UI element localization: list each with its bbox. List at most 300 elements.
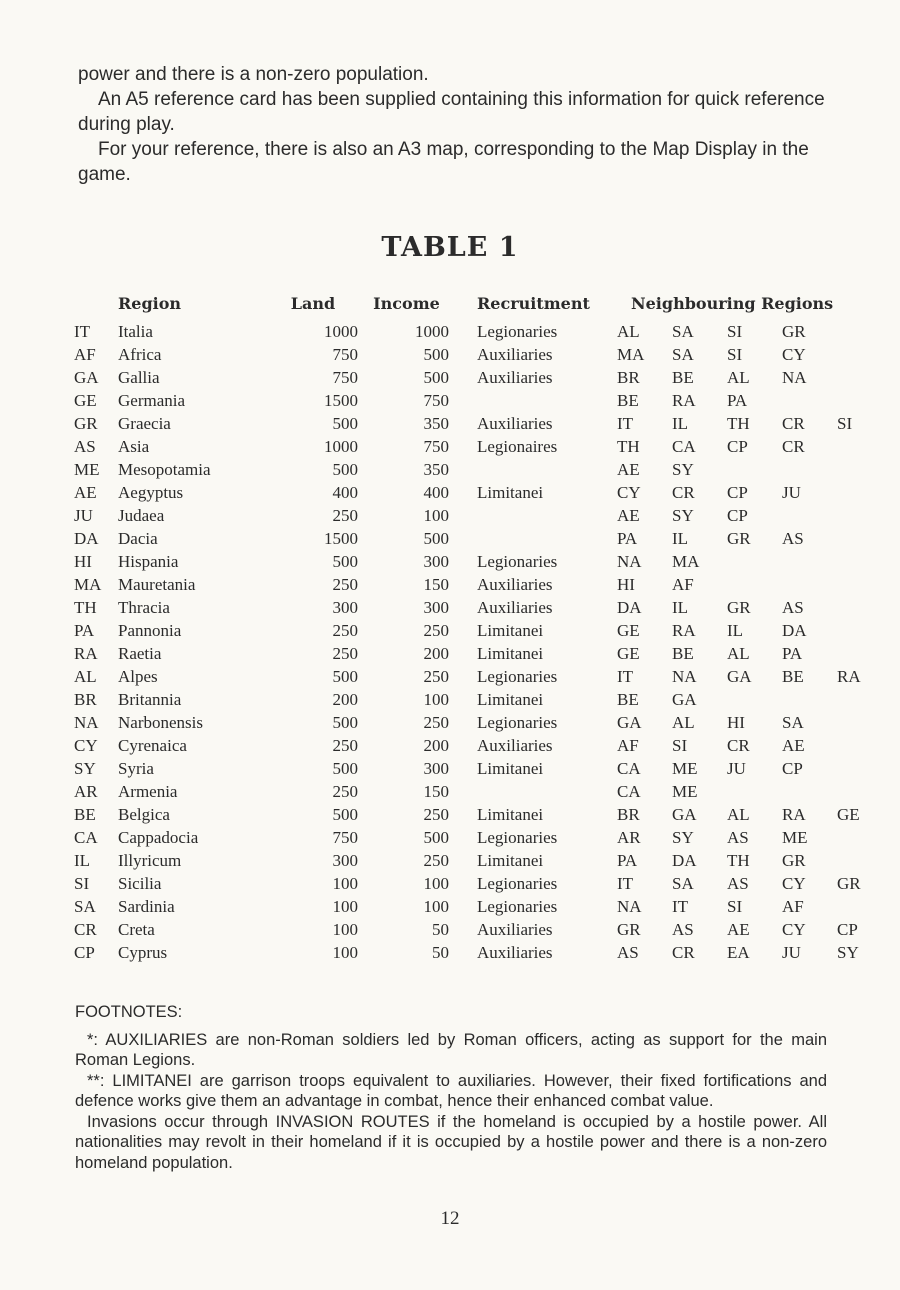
neighbour-region-code [837,320,892,343]
neighbour-region-code: SY [672,459,694,479]
neighbour-region-code: GR [727,597,751,617]
recruitment-type [449,504,617,527]
land-value: 1000 [324,436,358,456]
region-name: Thracia [118,597,170,617]
footnote-limitanei: **: LIMITANEI are garrison troops equivalent to auxiliaries. However, their fixed fortifications and defence works give them an advantage in combat, hence their enhanced combat value. [75,1071,827,1110]
neighbour-region-code: GE [617,643,640,663]
neighbour-region-code: GR [782,321,806,341]
neighbour-region-code: CP [727,482,748,502]
neighbour-region-code [837,504,892,527]
neighbour-region-code: DA [672,850,697,870]
region-code: MA [74,574,102,594]
table-row [74,550,892,573]
neighbour-region-code: GA [727,666,752,686]
recruitment-type: Legionaries [477,321,558,341]
recruitment-type: Limitanei [477,850,544,870]
land-value: 250 [332,735,358,755]
neighbour-region-code: AL [617,321,640,341]
neighbour-region-code: AL [727,367,750,387]
table-row [74,320,892,343]
region-code: DA [74,528,99,548]
region-name: Italia [118,321,153,341]
land-value: 100 [332,919,358,939]
region-code: GA [74,367,99,387]
neighbour-region-code [782,573,837,596]
neighbour-region-code: GE [617,620,640,640]
income-value: 200 [423,735,449,755]
land-value: 250 [332,574,358,594]
neighbour-region-code [727,573,782,596]
region-name: Cyprus [118,942,168,962]
neighbour-region-code: SI [727,344,743,364]
neighbour-region-code: CR [727,735,750,755]
region-code: TH [74,597,97,617]
land-value: 250 [332,620,358,640]
region-name: Hispania [118,551,179,571]
neighbour-region-code: AS [782,528,804,548]
neighbour-region-code: RA [672,620,696,640]
neighbour-region-code [837,596,892,619]
table-body [74,320,892,964]
neighbour-region-code: CP [727,436,748,456]
neighbour-region-code: AL [672,712,695,732]
land-value: 250 [332,643,358,663]
neighbour-region-code: JU [727,758,746,778]
region-code: CY [74,735,98,755]
table-row [74,688,892,711]
intro-paragraph-3: For your reference, there is also an A3 map, corresponding to the Map Display in the game. [78,139,809,185]
neighbour-region-code: IT [617,413,634,433]
land-value: 400 [332,482,358,502]
neighbour-region-code [837,734,892,757]
region-code: SI [74,873,90,893]
region-name: Syria [118,758,154,778]
recruitment-type: Limitanei [477,758,544,778]
recruitment-type [449,458,617,481]
table-title: TABLE 1 [381,232,519,263]
land-value: 500 [332,459,358,479]
region-code: BR [74,689,97,709]
region-name: Germania [118,390,186,410]
neighbour-region-code: AF [672,574,694,594]
table-row [74,504,892,527]
neighbour-region-code: CA [617,758,641,778]
recruitment-type: Limitanei [477,689,544,709]
neighbour-region-code: AE [617,459,640,479]
land-value: 500 [332,551,358,571]
neighbour-region-code: HI [617,574,635,594]
income-value: 100 [423,505,449,525]
footnotes-heading: FOOTNOTES: [75,1003,183,1021]
neighbour-region-code: BR [617,804,640,824]
region-code: ME [74,459,100,479]
recruitment-type: Auxiliaries [477,597,553,617]
neighbour-region-code [837,389,892,412]
table-row [74,527,892,550]
land-value: 200 [332,689,358,709]
neighbour-region-code: CY [782,873,806,893]
land-value: 300 [332,850,358,870]
income-value: 400 [423,482,449,502]
neighbour-region-code [837,435,892,458]
neighbour-region-code: DA [617,597,642,617]
neighbour-region-code: ME [672,781,698,801]
neighbour-region-code [837,527,892,550]
table-row [74,665,892,688]
land-value: 100 [332,896,358,916]
recruitment-type: Auxiliaries [477,942,553,962]
neighbour-region-code [837,343,892,366]
neighbour-region-code: AS [782,597,804,617]
intro-paragraph-2: An A5 reference card has been supplied containing this information for quick reference during play. [78,89,825,135]
neighbour-region-code: JU [782,942,801,962]
neighbour-region-code [837,757,892,780]
neighbour-region-code: NA [617,896,642,916]
neighbour-region-code: AE [617,505,640,525]
neighbour-region-code: AS [672,919,694,939]
table-row [74,619,892,642]
recruitment-type [449,527,617,550]
region-code: GR [74,413,98,433]
region-code: RA [74,643,98,663]
region-name: Illyricum [118,850,182,870]
income-value: 750 [423,436,449,456]
table-row [74,918,892,941]
header-code [74,290,118,320]
neighbour-region-code [837,481,892,504]
neighbour-region-code: CY [617,482,641,502]
neighbour-region-code: ME [672,758,698,778]
neighbour-region-code [727,688,782,711]
neighbour-region-code: BE [617,390,639,410]
region-code: CR [74,919,97,939]
neighbour-region-code [782,458,837,481]
region-code: SY [74,758,96,778]
recruitment-type: Legionaires [477,436,558,456]
table-row [74,596,892,619]
neighbour-region-code: GA [672,689,697,709]
neighbour-region-code: AL [727,804,750,824]
income-value: 50 [432,942,449,962]
land-value: 1500 [324,390,358,410]
recruitment-type: Limitanei [477,804,544,824]
page-number: 12 [440,1208,460,1229]
neighbour-region-code: RA [837,666,861,686]
neighbour-region-code: BE [617,689,639,709]
region-code: AS [74,436,96,456]
region-name: Britannia [118,689,182,709]
neighbour-region-code [837,550,892,573]
recruitment-type: Legionaries [477,666,558,686]
neighbour-region-code: BE [672,367,694,387]
recruitment-type: Legionaries [477,551,558,571]
land-value: 500 [332,758,358,778]
region-name: Graecia [118,413,171,433]
recruitment-type: Auxiliaries [477,367,553,387]
land-value: 750 [332,367,358,387]
regions-table [74,290,892,964]
neighbour-region-code: GR [617,919,641,939]
region-name: Asia [118,436,150,456]
region-code: GE [74,390,97,410]
neighbour-region-code: GR [782,850,806,870]
region-name: Sicilia [118,873,162,893]
region-code: AE [74,482,97,502]
region-code: CA [74,827,98,847]
land-value: 250 [332,781,358,801]
neighbour-region-code [837,642,892,665]
neighbour-region-code: IL [672,413,689,433]
income-value: 250 [423,804,449,824]
neighbour-region-code: RA [782,804,806,824]
income-value: 250 [423,620,449,640]
region-name: Armenia [118,781,178,801]
neighbour-region-code: IT [617,873,634,893]
header-income: Income [373,293,440,313]
neighbour-region-code: NA [782,367,807,387]
neighbour-region-code: SA [782,712,804,732]
table-row [74,757,892,780]
neighbour-region-code: AS [727,873,749,893]
recruitment-type: Limitanei [477,482,544,502]
land-value: 500 [332,712,358,732]
table-row [74,389,892,412]
neighbour-region-code: MA [617,344,645,364]
table-row [74,458,892,481]
neighbour-region-code [837,895,892,918]
neighbour-region-code [837,573,892,596]
table-row [74,734,892,757]
neighbour-region-code: AF [782,896,804,916]
intro-paragraph-1: power and there is a non-zero population. [78,64,429,85]
neighbour-region-code: HI [727,712,745,732]
neighbour-region-code: IT [672,896,689,916]
neighbour-region-code: CR [782,436,805,456]
neighbour-region-code [837,688,892,711]
region-name: Aegyptus [118,482,184,502]
recruitment-type: Auxiliaries [477,344,553,364]
income-value: 300 [423,597,449,617]
region-code: AL [74,666,97,686]
neighbour-region-code: RA [672,390,696,410]
neighbour-region-code [837,619,892,642]
neighbour-region-code: CP [782,758,803,778]
neighbour-region-code: GA [617,712,642,732]
region-code: SA [74,896,96,916]
neighbour-region-code: AE [782,735,805,755]
neighbour-region-code: SY [837,942,859,962]
neighbour-region-code: PA [782,643,803,663]
table-row [74,895,892,918]
table-row [74,849,892,872]
income-value: 350 [423,459,449,479]
table-row [74,872,892,895]
region-name: Pannonia [118,620,182,640]
recruitment-type: Auxiliaries [477,413,553,433]
neighbour-region-code: TH [727,413,750,433]
neighbour-region-code: PA [617,850,638,870]
income-value: 150 [423,781,449,801]
income-value: 500 [423,528,449,548]
table-row [74,642,892,665]
neighbour-region-code: IL [672,597,689,617]
neighbour-region-code: CY [782,919,806,939]
land-value: 300 [332,597,358,617]
income-value: 750 [423,390,449,410]
neighbour-region-code: SY [672,827,694,847]
neighbour-region-code: NA [617,551,642,571]
land-value: 750 [332,827,358,847]
neighbour-region-code: CR [672,482,695,502]
table-row [74,412,892,435]
neighbour-region-code: NA [672,666,697,686]
neighbour-region-code: EA [727,942,750,962]
region-code: PA [74,620,95,640]
income-value: 100 [423,896,449,916]
land-value: 500 [332,804,358,824]
recruitment-type: Legionaries [477,827,558,847]
neighbour-region-code: ME [782,827,808,847]
neighbour-region-code: TH [617,436,640,456]
land-value: 100 [332,942,358,962]
table-row [74,343,892,366]
income-value: 300 [423,551,449,571]
recruitment-type: Legionaries [477,896,558,916]
table-row [74,780,892,803]
table-header-row [74,290,892,320]
recruitment-type: Auxiliaries [477,574,553,594]
income-value: 1000 [415,321,449,341]
neighbour-region-code: CR [672,942,695,962]
recruitment-type [449,389,617,412]
neighbour-region-code: IL [672,528,689,548]
neighbour-region-code: SI [672,735,688,755]
neighbour-region-code: CA [617,781,641,801]
income-value: 250 [423,712,449,732]
neighbour-region-code: DA [782,620,807,640]
neighbour-region-code: MA [672,551,700,571]
region-name: Raetia [118,643,162,663]
income-value: 50 [432,919,449,939]
region-code: IL [74,850,91,870]
neighbour-region-code [837,826,892,849]
neighbour-region-code [782,550,837,573]
income-value: 350 [423,413,449,433]
land-value: 1500 [324,528,358,548]
recruitment-type: Limitanei [477,620,544,640]
neighbour-region-code: AS [617,942,639,962]
neighbour-region-code: SI [727,896,743,916]
neighbour-region-code [837,458,892,481]
neighbour-region-code: BR [617,367,640,387]
table-row [74,573,892,596]
neighbour-region-code: AF [617,735,639,755]
region-code: AR [74,781,98,801]
region-code: CP [74,942,95,962]
region-name: Mauretania [118,574,196,594]
income-value: 100 [423,873,449,893]
neighbour-region-code: TH [727,850,750,870]
income-value: 250 [423,666,449,686]
table-row [74,826,892,849]
land-value: 250 [332,505,358,525]
neighbour-region-code: SA [672,344,694,364]
footnote-auxiliaries: *: AUXILIARIES are non-Roman soldiers led by Roman officers, acting as support for the main Roman Legions. [75,1030,827,1069]
neighbour-region-code: CA [672,436,696,456]
neighbour-region-code: SI [727,321,743,341]
region-name: Gallia [118,367,160,387]
neighbour-region-code [782,688,837,711]
neighbour-region-code [782,780,837,803]
neighbour-region-code: SY [672,505,694,525]
neighbour-region-code: CY [782,344,806,364]
neighbour-region-code: CP [837,919,858,939]
region-name: Cappadocia [118,827,199,847]
region-code: NA [74,712,99,732]
table-row [74,435,892,458]
neighbour-region-code: AS [727,827,749,847]
land-value: 750 [332,344,358,364]
neighbour-region-code: GR [727,528,751,548]
neighbour-region-code: IL [727,620,744,640]
header-region: Region [118,293,182,313]
recruitment-type: Auxiliaries [477,735,553,755]
table-row [74,366,892,389]
region-name: Sardinia [118,896,175,916]
neighbour-region-code: SA [672,321,694,341]
land-value: 100 [332,873,358,893]
region-name: Creta [118,919,155,939]
neighbour-region-code [782,389,837,412]
neighbour-region-code [727,780,782,803]
neighbour-region-code: PA [617,528,638,548]
neighbour-region-code: AL [727,643,750,663]
neighbour-region-code [727,458,782,481]
table-row [74,941,892,964]
recruitment-type: Auxiliaries [477,919,553,939]
neighbour-region-code: GE [837,804,860,824]
neighbour-region-code [727,550,782,573]
income-value: 200 [423,643,449,663]
recruitment-type: Legionaries [477,712,558,732]
region-name: Belgica [118,804,170,824]
region-name: Alpes [118,666,158,686]
neighbour-region-code: BE [672,643,694,663]
neighbour-region-code: PA [727,390,748,410]
table-row [74,711,892,734]
header-recruitment: Recruitment [477,293,590,313]
table-row [74,803,892,826]
neighbour-region-code: JU [782,482,801,502]
region-name: Judaea [118,505,165,525]
income-value: 500 [423,344,449,364]
neighbour-region-code: BE [782,666,804,686]
region-name: Africa [118,344,162,364]
land-value: 1000 [324,321,358,341]
region-name: Dacia [118,528,158,548]
income-value: 100 [423,689,449,709]
recruitment-type [449,780,617,803]
table-row [74,481,892,504]
neighbour-region-code: CP [727,505,748,525]
neighbour-region-code: IT [617,666,634,686]
neighbour-region-code: SA [672,873,694,893]
region-code: HI [74,551,92,571]
land-value: 500 [332,413,358,433]
neighbour-region-code [782,504,837,527]
region-code: JU [74,505,93,525]
region-name: Narbonensis [118,712,203,732]
